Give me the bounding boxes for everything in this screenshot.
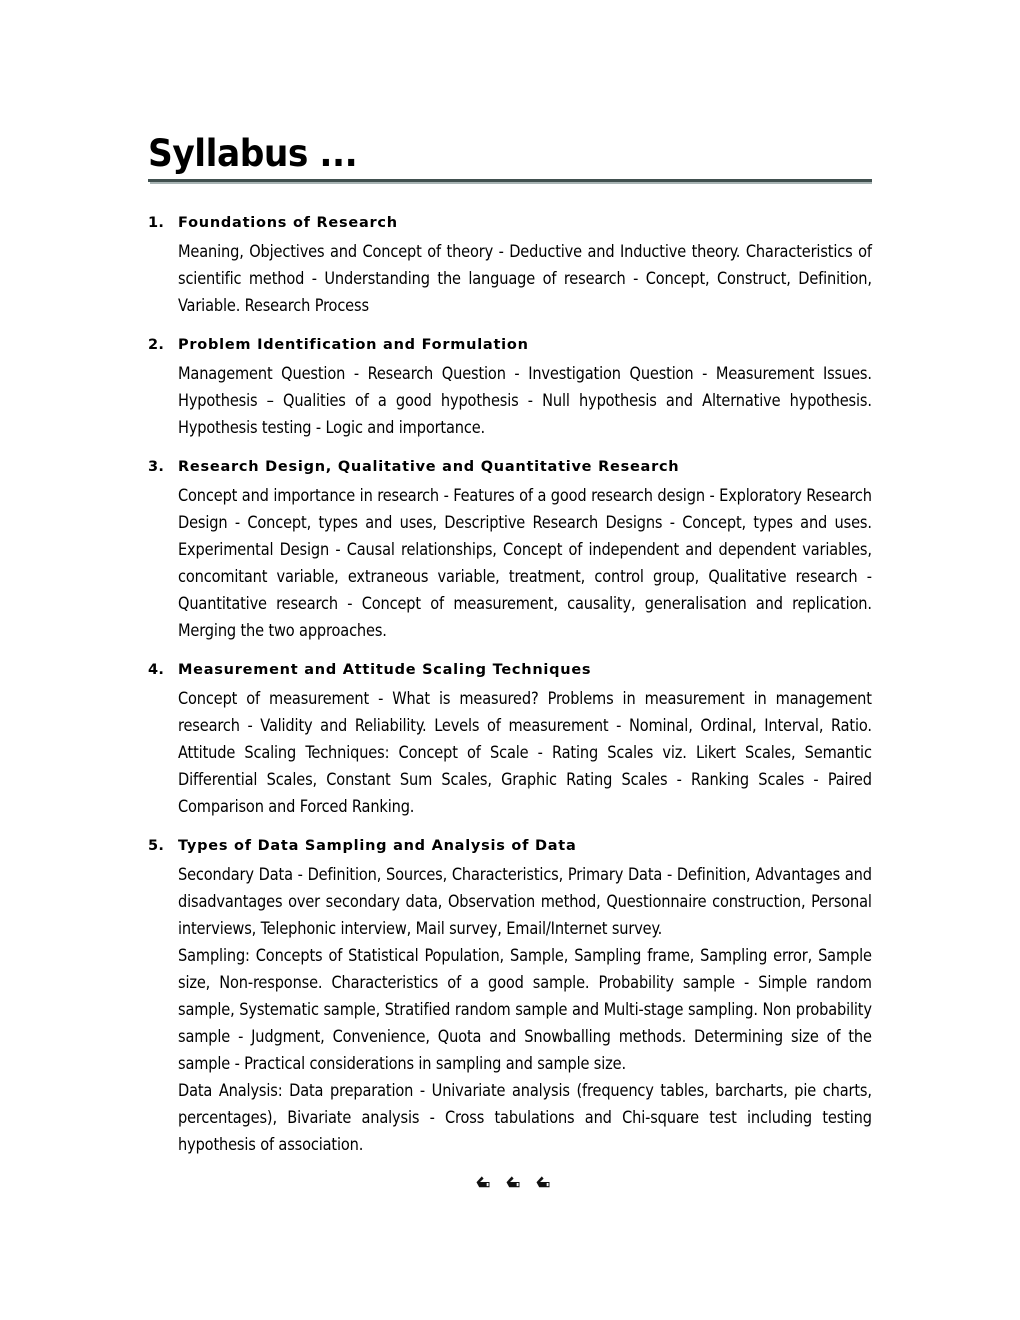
section-heading-2 — [148, 335, 872, 355]
section-paragraph: Sampling: Concepts of Statistical Population, Sample, Sampling frame, Sampling error, Sample size, Non-response. Characteristics of a good sample. Probability sample - Simple random sample, Systematic sample, Stratified random sample and Multi-stage sampling. Non probability sample - Judgment, Convenience, Quota and Snowballing methods. Determining size of the sample - Practical considerations in sampling and sample size. — [178, 945, 872, 1073]
section-title: Problem Identification and Formulation — [178, 337, 529, 353]
section-body — [178, 861, 872, 1158]
section-body — [178, 685, 872, 820]
section-number: 5. — [148, 838, 165, 854]
section-heading-4 — [148, 660, 872, 680]
syllabus-section — [148, 660, 872, 820]
wingdings-pointing-hand-ornament-icon — [535, 1174, 552, 1190]
section-number: 2. — [148, 337, 165, 353]
section-number: 4. — [148, 662, 165, 678]
page-title: Syllabus ... — [148, 132, 358, 175]
section-number: 3. — [148, 459, 165, 475]
syllabus-section — [148, 836, 872, 1158]
section-heading-3 — [148, 457, 872, 477]
section-paragraph: Management Question - Research Question - Investigation Question - Measurement Issues. Hypothesis – Qualities of a good hypothesis - Null hypothesis and Alternative hypothesis. Hypothesis testing - Logic and importance. — [178, 363, 872, 437]
section-title: Foundations of Research — [178, 215, 398, 231]
title-divider-shadow — [150, 182, 872, 184]
wingdings-pointing-hand-ornament-icon — [505, 1174, 522, 1190]
section-paragraph: Data Analysis: Data preparation - Univariate analysis (frequency tables, barcharts, pie charts, percentages), Bivariate analysis - Cross tabulations and Chi-square test including testing hypothesis of association. — [178, 1080, 872, 1154]
syllabus-section — [148, 213, 872, 319]
document-content — [148, 132, 872, 1196]
syllabus-section — [148, 335, 872, 441]
section-number: 1. — [148, 215, 165, 231]
section-end-ornament — [148, 1174, 872, 1196]
wingdings-pointing-hand-ornament-icon — [475, 1174, 492, 1190]
section-paragraph: Meaning, Objectives and Concept of theory - Deductive and Inductive theory. Characteristics of scientific method - Understanding the language of research - Concept, Construct, Definition, Variable. Research Process — [178, 241, 872, 315]
section-heading-5 — [148, 836, 872, 856]
ornament-group — [475, 1174, 552, 1190]
section-title: Research Design, Qualitative and Quantitative Research — [178, 459, 680, 475]
section-heading-1 — [148, 213, 872, 233]
section-title: Measurement and Attitude Scaling Techniques — [178, 662, 592, 678]
section-paragraph: Concept and importance in research - Features of a good research design - Exploratory Research Design - Concept, types and uses, Descriptive Research Designs - Concept, types and uses. Experimental Design - Causal relationships, Concept of independent and dependent variables, concomitant variable, extraneous variable, treatment, control group, Qualitative research - Quantitative research - Concept of measurement, causality, generalisation and replication. Merging the two approaches. — [178, 485, 872, 640]
syllabus-section — [148, 457, 872, 644]
title-divider — [148, 179, 872, 185]
section-body — [178, 360, 872, 441]
section-body — [178, 482, 872, 644]
section-title: Types of Data Sampling and Analysis of Data — [178, 838, 577, 854]
section-paragraph: Secondary Data - Definition, Sources, Characteristics, Primary Data - Definition, Advantages and disadvantages over secondary data, Observation method, Questionnaire construction, Personal interviews, Telephonic interview, Mail survey, Email/Internet survey. — [178, 864, 872, 938]
section-paragraph: Concept of measurement - What is measured? Problems in measurement in management research - Validity and Reliability. Levels of measurement - Nominal, Ordinal, Interval, Ratio. Attitude Scaling Techniques: Concept of Scale - Rating Scales viz. Likert Scales, Semantic Differential Scales, Constant Sum Scales, Graphic Rating Scales - Ranking Scales - Paired Comparison and Forced Ranking. — [178, 688, 872, 816]
section-body — [178, 238, 872, 319]
